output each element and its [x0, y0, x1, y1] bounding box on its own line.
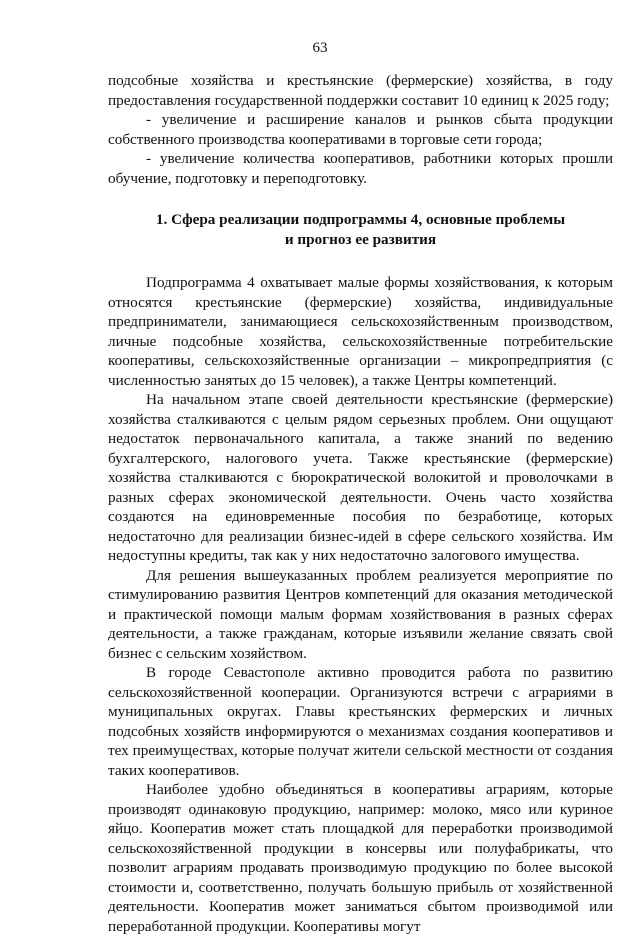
section-heading-line-2: и прогноз ее развития — [284, 230, 437, 248]
intro-paragraph-3: - увеличение количества кооперативов, работники которых прошли обучение, подготовку и переподготовку. — [108, 150, 613, 187]
body-paragraph-3: Для решения вышеуказанных проблем реализуется мероприятие по стимулированию развития Центров компетенций для оказания методической и практической помощи малым формам хозяйствования в разных сферах деятельности, а также гражданам, которые изъявили желание связать свой бизнес с сельским хозяйством. — [108, 566, 613, 662]
body-paragraph-2: На начальном этапе своей деятельности крестьянские (фермерские) хозяйства сталкиваются с целым рядом серьезных проблем. Они ощущают недостаток первоначального капитала, а также знаний по ведению бухгалтерского, налогового учета. Также крестьянские (фермерские) хозяйства сталкиваются с бюрократической волокитой и проволочками в разных сферах экономической деятельности. Очень часто хозяйства создаются на единовременные пособия по безработице, которых недостаточно для реализации бизнес-идей в сфере сельского хозяйства. Им недоступны кредиты, так как у них недостаточно залогового имущества. — [108, 391, 613, 564]
section-heading — [108, 210, 613, 249]
document-body — [108, 71, 613, 936]
body-paragraph-4: В городе Севастополе активно проводится работа по развитию сельскохозяйственной кооперации. Организуются встречи с аграриями в муниципальных округах. Главы крестьянских фермерских и личных подсобных хозяйств информируются о механизмах создания кооперативов и тех преимуществах, которые получат жители сельской местности от создания таких кооперативов. — [108, 664, 613, 779]
page-number: 63 — [312, 40, 328, 56]
section-heading-line-1: 1. Сфера реализации подпрограммы 4, основные проблемы — [155, 211, 566, 228]
intro-paragraph-1: подсобные хозяйства и крестьянские (фермерские) хозяйства, в году предоставления государственной поддержки составит 10 единиц к 2025 году; — [108, 72, 613, 109]
body-paragraph-5: Наиболее удобно объединяться в кооперативы аграриям, которые производят одинаковую продукцию, например: молоко, мясо или куриное яйцо. Кооператив может стать площадкой для переработки производимой сельскохозяйственной продукции в консервы или полуфабрикаты, что позволит аграриям продавать производимую продукцию по более высокой стоимости и, соответственно, получать большую прибыль от хозяйственной деятельности. Кооператив может заниматься сбытом производимой или переработанной продукции. Кооперативы могут — [108, 781, 613, 935]
intro-paragraph-2: - увеличение и расширение каналов и рынков сбыта продукции собственного производства кооперативами в торговые сети города; — [108, 111, 613, 148]
body-paragraph-1: Подпрограмма 4 охватывает малые формы хозяйствования, к которым относятся крестьянские (фермерские) хозяйства, индивидуальные предприниматели, занимающиеся сельскохозяйственным производством, личные подсобные хозяйства, сельскохозяйственные потребительские кооперативы, сельскохозяйственные организации – микропредприятия (с численностью занятых до 15 человек), а также Центры компетенций. — [108, 274, 613, 389]
